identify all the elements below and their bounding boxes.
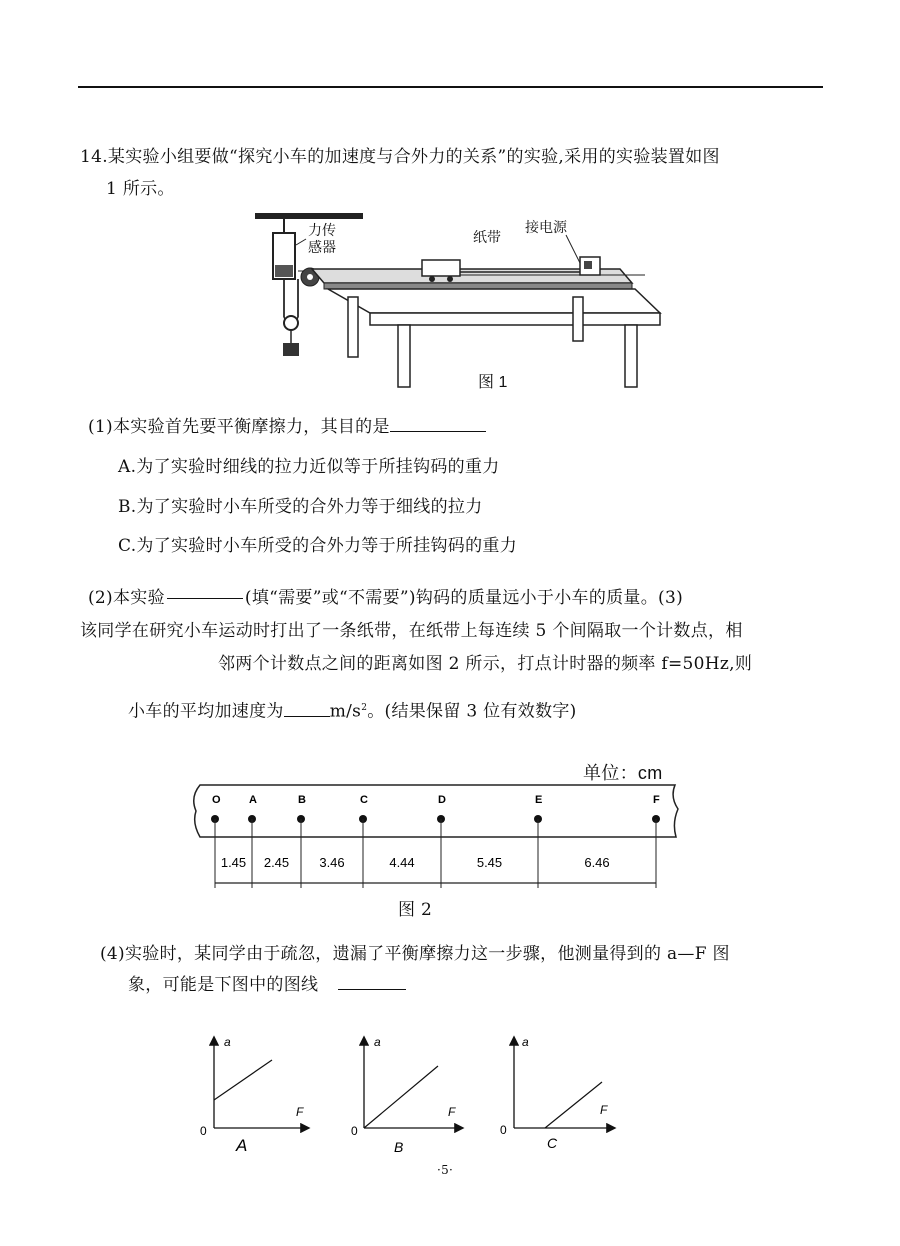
graph-a-caption: A bbox=[236, 1136, 248, 1155]
graph-a-x-label: F bbox=[296, 1105, 304, 1119]
answer-blank-2 bbox=[167, 598, 243, 599]
part-2-prefix: (2)本实验 bbox=[88, 588, 165, 608]
tape-distance-label: 1.45 bbox=[220, 855, 247, 870]
part-3-line2: 邻两个计数点之间的距离如图 2 所示，打点计时器的频率 f=50Hz,则 bbox=[218, 654, 753, 674]
tape-distance-label: 5.45 bbox=[476, 855, 503, 870]
tape-point-label: D bbox=[438, 794, 446, 806]
option-b: B.为了实验时小车所受的合外力等于细线的拉力 bbox=[118, 497, 483, 517]
part-1-stem bbox=[88, 415, 486, 439]
part-3-line1: 该同学在研究小车运动时打出了一条纸带，在纸带上每连续 5 个间隔取一个计数点，相 bbox=[80, 621, 743, 641]
accel-unit: m/s bbox=[329, 701, 362, 722]
label-sensor-1: 力传 bbox=[308, 222, 336, 238]
part-4-line2-text: 象，可能是下图中的图线 bbox=[128, 975, 319, 995]
graph-b-line bbox=[364, 1066, 438, 1128]
graph-b-origin: 0 bbox=[351, 1124, 358, 1138]
answer-blank-1 bbox=[390, 431, 486, 432]
graph-c bbox=[500, 1035, 614, 1151]
label-power: 接电源 bbox=[525, 219, 567, 235]
graph-b bbox=[351, 1035, 462, 1155]
graph-a-y-label: a bbox=[224, 1035, 231, 1049]
graph-a bbox=[200, 1035, 308, 1155]
tape-point-label: F bbox=[653, 794, 660, 806]
hook-weight bbox=[283, 343, 299, 356]
part-3-suffix: 。(结果保留 3 位有效数字) bbox=[367, 701, 577, 722]
tape-distance-label: 6.46 bbox=[584, 855, 610, 870]
question-14-line2: 1 所示。 bbox=[106, 179, 175, 199]
graph-c-origin: 0 bbox=[500, 1123, 507, 1137]
graph-b-caption: B bbox=[394, 1139, 404, 1155]
graph-c-x-label: F bbox=[600, 1103, 608, 1117]
graph-b-x-label: F bbox=[448, 1105, 456, 1119]
graph-b-y-label: a bbox=[374, 1035, 381, 1049]
part-2-suffix: (填“需要”或“不需要”)钩码的质量远小于小车的质量。(3) bbox=[244, 588, 683, 608]
graph-a-origin: 0 bbox=[200, 1124, 207, 1138]
graph-a-line bbox=[214, 1060, 272, 1100]
figure-2-caption: 图 2 bbox=[398, 900, 433, 920]
part-3-line3 bbox=[128, 696, 577, 724]
part-3-prefix: 小车的平均加速度为 bbox=[128, 701, 284, 722]
tape-point-label: A bbox=[249, 794, 257, 806]
figure-a-f-graphs bbox=[190, 1030, 640, 1165]
unit-label: 单位：cm bbox=[583, 763, 663, 783]
label-sensor-2: 感器 bbox=[308, 239, 336, 255]
part-2-line bbox=[88, 586, 683, 610]
answer-blank-3 bbox=[284, 716, 330, 717]
cart bbox=[422, 260, 460, 276]
part-4-line2 bbox=[128, 973, 406, 997]
figure-2-tape bbox=[190, 783, 690, 893]
graph-c-caption: C bbox=[547, 1135, 558, 1151]
page-number: ·5· bbox=[437, 1163, 454, 1177]
question-14-line1: 14.某实验小组要做“探究小车的加速度与合外力的关系”的实验,采用的实验装置如图 bbox=[80, 147, 720, 167]
answer-blank-4 bbox=[338, 989, 406, 990]
label-tape: 纸带 bbox=[473, 229, 501, 245]
graph-c-line bbox=[545, 1082, 602, 1128]
tape-point-label: E bbox=[535, 794, 543, 806]
tape-point-label: B bbox=[298, 794, 306, 806]
figure-1-caption: 图 1 bbox=[478, 374, 508, 391]
figure-1-apparatus bbox=[240, 205, 670, 395]
ceiling-bar bbox=[255, 213, 363, 219]
table-top bbox=[328, 289, 660, 313]
part-1-stem-text: (1)本实验首先要平衡摩擦力，其目的是 bbox=[88, 417, 390, 437]
tape-point-label: C bbox=[360, 794, 368, 806]
movable-pulley bbox=[284, 316, 298, 330]
tape-point-label: O bbox=[212, 794, 221, 806]
tape-distance-label: 2.45 bbox=[263, 855, 290, 870]
header-rule bbox=[78, 86, 823, 88]
tape-distance-label: 3.46 bbox=[319, 855, 345, 870]
option-a: A.为了实验时细线的拉力近似等于所挂钩码的重力 bbox=[118, 457, 500, 477]
tape-distance-label: 4.44 bbox=[389, 855, 415, 870]
graph-c-y-label: a bbox=[522, 1035, 529, 1049]
option-c: C.为了实验时小车所受的合外力等于所挂钩码的重力 bbox=[118, 536, 518, 556]
tape-strip bbox=[194, 785, 678, 837]
part-4-line1: (4)实验时，某同学由于疏忽，遗漏了平衡摩擦力这一步骤，他测量得到的 a—F 图 bbox=[100, 944, 730, 964]
accel-unit-sup: 2 bbox=[361, 703, 368, 713]
